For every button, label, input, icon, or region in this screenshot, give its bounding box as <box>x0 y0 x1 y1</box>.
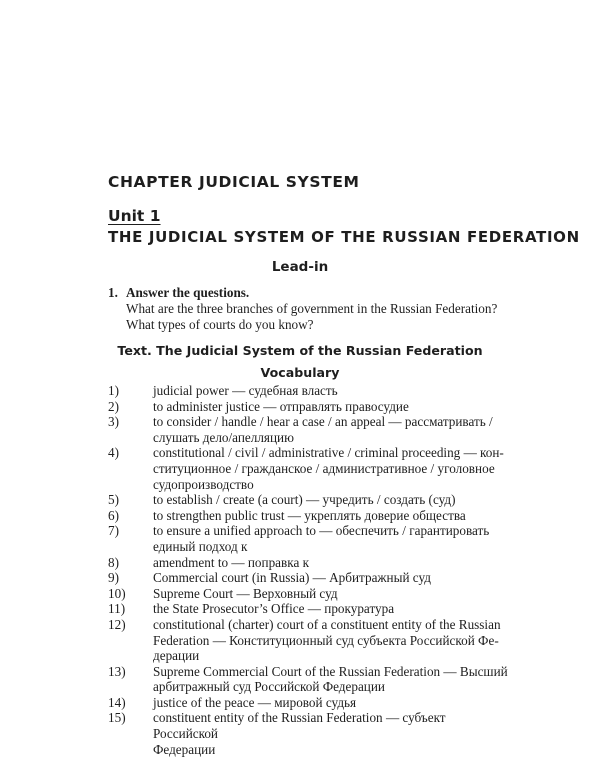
vocabulary-item-text: to ensure a unified approach to — обеспечить / гарантировать единый подход к <box>153 523 490 554</box>
vocabulary-item-number: 9) <box>108 570 119 586</box>
vocabulary-item-text: to administer justice — отправлять правосудие <box>153 398 409 414</box>
vocabulary-item <box>108 414 508 445</box>
vocabulary-item-number: 3) <box>108 414 119 430</box>
vocabulary-item <box>108 570 508 586</box>
vocabulary-item-text: constitutional / civil / administrative / criminal proceeding — кон- ституционное / гражданское / административное / уголовное судопроизводство <box>153 445 504 492</box>
vocabulary-list <box>108 383 508 757</box>
vocabulary-item-text: justice of the peace — мировой судья <box>153 694 357 710</box>
vocabulary-item <box>108 383 508 399</box>
vocabulary-item-text: constitutional (charter) court of a constituent entity of the Russian Federation — Конституционный суд субъекта Российской Фе- дерации <box>153 616 501 664</box>
vocabulary-item-text: Commercial court (in Russia) — Арбитражный суд <box>153 570 431 586</box>
vocabulary-item-text: judicial power — судебная власть <box>153 383 338 398</box>
vocabulary-item <box>108 617 508 664</box>
vocabulary-item-number: 15) <box>108 710 126 726</box>
vocabulary-item <box>108 523 508 554</box>
vocabulary-item <box>108 586 508 602</box>
vocabulary-item-text: the State Prosecutor’s Office — прокуратура <box>153 601 395 617</box>
vocabulary-item <box>108 508 508 524</box>
vocabulary-item-number: 1) <box>108 383 119 398</box>
vocabulary-title: Vocabulary <box>260 365 340 380</box>
vocabulary-item <box>108 492 508 508</box>
task-question: What types of courts do you know? <box>126 317 314 332</box>
section-title: Lead-in <box>271 259 329 275</box>
vocabulary-item-number: 11) <box>108 601 126 617</box>
unit-label: Unit 1 <box>108 207 161 225</box>
vocabulary-item-number: 8) <box>108 554 119 570</box>
vocabulary-item-number: 13) <box>108 663 126 679</box>
vocabulary-item-number: 6) <box>108 507 119 523</box>
vocabulary-item-text: constituent entity of the Russian Federation — субъект Российской Федерации <box>153 710 446 757</box>
vocabulary-item-text: Supreme Court — Верховный суд <box>153 585 338 601</box>
vocabulary-item-text: to strengthen public trust — укреплять доверие общества <box>153 507 466 523</box>
vocabulary-item-text: to establish / create (a court) — учредить / создать (суд) <box>153 492 456 508</box>
vocabulary-item-text: Supreme Commercial Court of the Russian Federation — Высший арбитражный суд Российской Федерации <box>153 663 508 695</box>
vocabulary-item-text: amendment to — поправка к <box>153 554 310 570</box>
unit-title: THE JUDICIAL SYSTEM OF THE RUSSIAN FEDERATION <box>108 228 580 246</box>
vocabulary-item-number: 2) <box>108 398 119 414</box>
vocabulary-item <box>108 710 508 757</box>
chapter-title: CHAPTER JUDICIAL SYSTEM <box>108 173 360 191</box>
vocabulary-item-number: 10) <box>108 585 126 601</box>
vocabulary-item <box>108 555 508 571</box>
vocabulary-item <box>108 695 508 711</box>
text-title: Text. The Judicial System of the Russian Federation <box>117 343 483 358</box>
vocabulary-item <box>108 601 508 617</box>
vocabulary-item-number: 5) <box>108 492 119 508</box>
vocabulary-item-number: 12) <box>108 616 126 632</box>
vocabulary-item <box>108 399 508 415</box>
vocabulary-item-number: 14) <box>108 694 126 710</box>
vocabulary-item <box>108 664 508 695</box>
vocabulary-item-number: 7) <box>108 523 119 539</box>
vocabulary-item <box>108 445 508 492</box>
task <box>108 285 528 333</box>
task-question: What are the three branches of government in the Russian Federation? <box>126 301 498 316</box>
task-heading: Answer the questions. <box>126 285 250 300</box>
vocabulary-item-text: to consider / handle / hear a case / an appeal — рассматривать / слушать дело/апелляцию <box>153 414 493 445</box>
vocabulary-item-number: 4) <box>108 445 119 461</box>
task-number: 1. <box>108 285 118 300</box>
